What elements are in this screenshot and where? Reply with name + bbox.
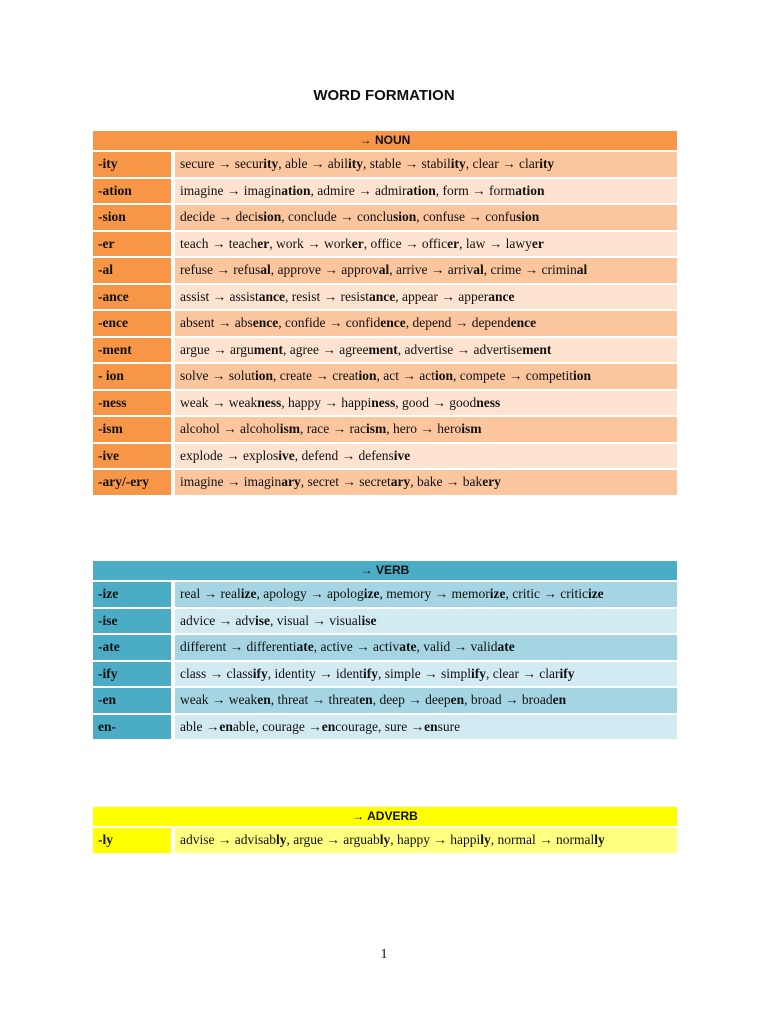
- affix: ness: [476, 394, 501, 410]
- affix: ify: [471, 665, 487, 681]
- affix: er: [447, 235, 460, 251]
- affix: ism: [279, 421, 300, 437]
- table-row: [93, 609, 677, 634]
- suffix-cell: -ance: [93, 285, 171, 310]
- examples-cell: class → class ify , identity → ident ify , simple → simpl ify , clear → clar ify: [175, 662, 677, 687]
- suffix-cell: -ive: [93, 444, 171, 469]
- affix: en: [219, 718, 233, 734]
- suffix-cell: -er: [93, 232, 171, 257]
- examples-cell: absent → abs ence , confide → confid ence , depend → depend ence: [175, 311, 677, 336]
- table-row: [93, 635, 677, 660]
- affix: ence: [510, 315, 537, 331]
- affix: ify: [252, 665, 268, 681]
- examples-cell: different → differenti ate , active → activ ate , valid → valid ate: [175, 635, 677, 660]
- affix: ery: [482, 474, 501, 490]
- affix: ion: [358, 368, 377, 384]
- examples-cell: imagine → imagin ation , admire → admir ation , form → form ation: [175, 179, 677, 204]
- affix: en: [450, 692, 465, 708]
- verb-table: [93, 561, 677, 741]
- table-row: [93, 338, 677, 363]
- affix: ence: [252, 315, 279, 331]
- examples-cell: secure → secur ity , able → abil ity , stable → stabil ity , clear → clar ity: [175, 152, 677, 177]
- affix: ation: [406, 182, 436, 198]
- affix: ate: [399, 639, 417, 655]
- affix: ity: [347, 156, 363, 172]
- noun-table: [93, 131, 677, 497]
- suffix-cell: -ity: [93, 152, 171, 177]
- suffix-cell: -ness: [93, 391, 171, 416]
- examples-cell: refuse → refus al , approve → approv al , arrive → arriv al , crime → crimin al: [175, 258, 677, 283]
- examples-cell: teach → teach er , work → work er , office → offic er , law → lawy er: [175, 232, 677, 257]
- affix: ion: [255, 368, 274, 384]
- table-row: [93, 444, 677, 469]
- affix: ation: [281, 182, 311, 198]
- suffix-cell: -ify: [93, 662, 171, 687]
- examples-cell: assist → assist ance , resist → resist ance , appear → apper ance: [175, 285, 677, 310]
- affix: ment: [368, 341, 398, 357]
- affix: al: [473, 262, 484, 278]
- page-title: WORD FORMATION: [313, 87, 455, 104]
- affix: en: [552, 692, 567, 708]
- adverb-table: [93, 807, 677, 855]
- affix: ism: [365, 421, 387, 437]
- examples-cell: explode → explos ive , defend → defens ive: [175, 444, 677, 469]
- table-row: [93, 715, 677, 740]
- affix: ence: [380, 315, 406, 331]
- affix: ive: [393, 447, 411, 463]
- suffix-cell: en-: [93, 715, 171, 740]
- table-row: [93, 391, 677, 416]
- affix: ity: [263, 156, 279, 172]
- affix: al: [576, 262, 588, 278]
- table-row: [93, 205, 677, 230]
- affix: ly: [594, 832, 605, 848]
- suffix-cell: -ize: [93, 582, 171, 607]
- affix: en: [424, 718, 438, 734]
- table-row: [93, 232, 677, 257]
- affix: ive: [278, 447, 295, 463]
- affix: ate: [497, 639, 515, 655]
- affix: er: [531, 235, 544, 251]
- table-row: [93, 258, 677, 283]
- affix: er: [351, 235, 364, 251]
- affix: ly: [480, 832, 491, 848]
- affix: ment: [253, 341, 283, 357]
- affix: ise: [361, 612, 377, 628]
- suffix-cell: -ation: [93, 179, 171, 204]
- affix: ance: [369, 288, 396, 304]
- affix: ary: [281, 474, 301, 490]
- suffix-cell: -en: [93, 688, 171, 713]
- table-row: [93, 828, 677, 853]
- suffix-cell: - ion: [93, 364, 171, 389]
- suffix-cell: -sion: [93, 205, 171, 230]
- affix: ism: [461, 421, 482, 437]
- suffix-cell: -ise: [93, 609, 171, 634]
- affix: ize: [489, 586, 506, 602]
- affix: sion: [392, 209, 417, 225]
- examples-cell: advise → advisab ly , argue → arguab ly , happy → happi ly , normal → normal ly: [175, 828, 677, 853]
- affix: ify: [559, 665, 575, 681]
- table-row: [93, 364, 677, 389]
- affix: ment: [522, 341, 552, 357]
- table-row: [93, 417, 677, 442]
- examples-cell: advice → adv ise , visual → visual ise: [175, 609, 677, 634]
- examples-cell: able → en able, courage → en courage, sure → en sure: [175, 715, 677, 740]
- affix: er: [257, 235, 270, 251]
- examples-cell: weak → weak en , threat → threat en , deep → deep en , broad → broad en: [175, 688, 677, 713]
- table-row: [93, 179, 677, 204]
- affix: en: [257, 692, 271, 708]
- suffix-cell: -al: [93, 258, 171, 283]
- suffix-cell: -ism: [93, 417, 171, 442]
- affix: ly: [379, 832, 391, 848]
- table-row: [93, 152, 677, 177]
- table-row: [93, 662, 677, 687]
- table-row: [93, 688, 677, 713]
- examples-cell: weak → weak ness , happy → happi ness , good → good ness: [175, 391, 677, 416]
- affix: al: [378, 262, 390, 278]
- examples-cell: argue → argu ment , agree → agree ment , advertise → advertise ment: [175, 338, 677, 363]
- affix: ity: [450, 156, 466, 172]
- affix: ly: [276, 832, 287, 848]
- table-row: [93, 311, 677, 336]
- affix: ate: [296, 639, 314, 655]
- suffix-cell: -ence: [93, 311, 171, 336]
- affix: ness: [257, 394, 282, 410]
- table-row: [93, 470, 677, 495]
- affix: sion: [515, 209, 540, 225]
- affix: en: [321, 718, 336, 734]
- affix: al: [260, 262, 271, 278]
- affix: ise: [254, 612, 270, 628]
- suffix-cell: -ly: [93, 828, 171, 853]
- affix: ion: [435, 368, 454, 384]
- affix: ize: [363, 586, 380, 602]
- table-row: [93, 285, 677, 310]
- affix: ary: [390, 474, 411, 490]
- examples-cell: alcohol → alcohol ism , race → rac ism , hero → hero ism: [175, 417, 677, 442]
- examples-cell: decide → deci sion , conclude → conclu sion , confuse → confu sion: [175, 205, 677, 230]
- affix: ity: [539, 156, 555, 172]
- affix: ance: [488, 288, 515, 304]
- affix: ify: [363, 665, 378, 681]
- page-number: 1: [380, 947, 388, 962]
- verb-header: → VERB: [93, 561, 677, 580]
- affix: ize: [587, 586, 604, 602]
- examples-cell: real → real ize , apology → apolog ize , memory → memor ize , critic → critic ize: [175, 582, 677, 607]
- examples-cell: imagine → imagin ary , secret → secret ary , bake → bak ery: [175, 470, 677, 495]
- table-row: [93, 582, 677, 607]
- affix: ize: [240, 586, 257, 602]
- suffix-cell: -ary/-ery: [93, 470, 171, 495]
- noun-header: → NOUN: [93, 131, 677, 150]
- examples-cell: solve → solut ion , create → creat ion , act → act ion , compete → competit ion: [175, 364, 677, 389]
- affix: sion: [257, 209, 282, 225]
- affix: ion: [573, 368, 592, 384]
- adverb-header: → ADVERB: [93, 807, 677, 826]
- affix: en: [359, 692, 373, 708]
- suffix-cell: -ate: [93, 635, 171, 660]
- suffix-cell: -ment: [93, 338, 171, 363]
- affix: ness: [371, 394, 396, 410]
- affix: ance: [258, 288, 286, 304]
- affix: ation: [515, 182, 545, 198]
